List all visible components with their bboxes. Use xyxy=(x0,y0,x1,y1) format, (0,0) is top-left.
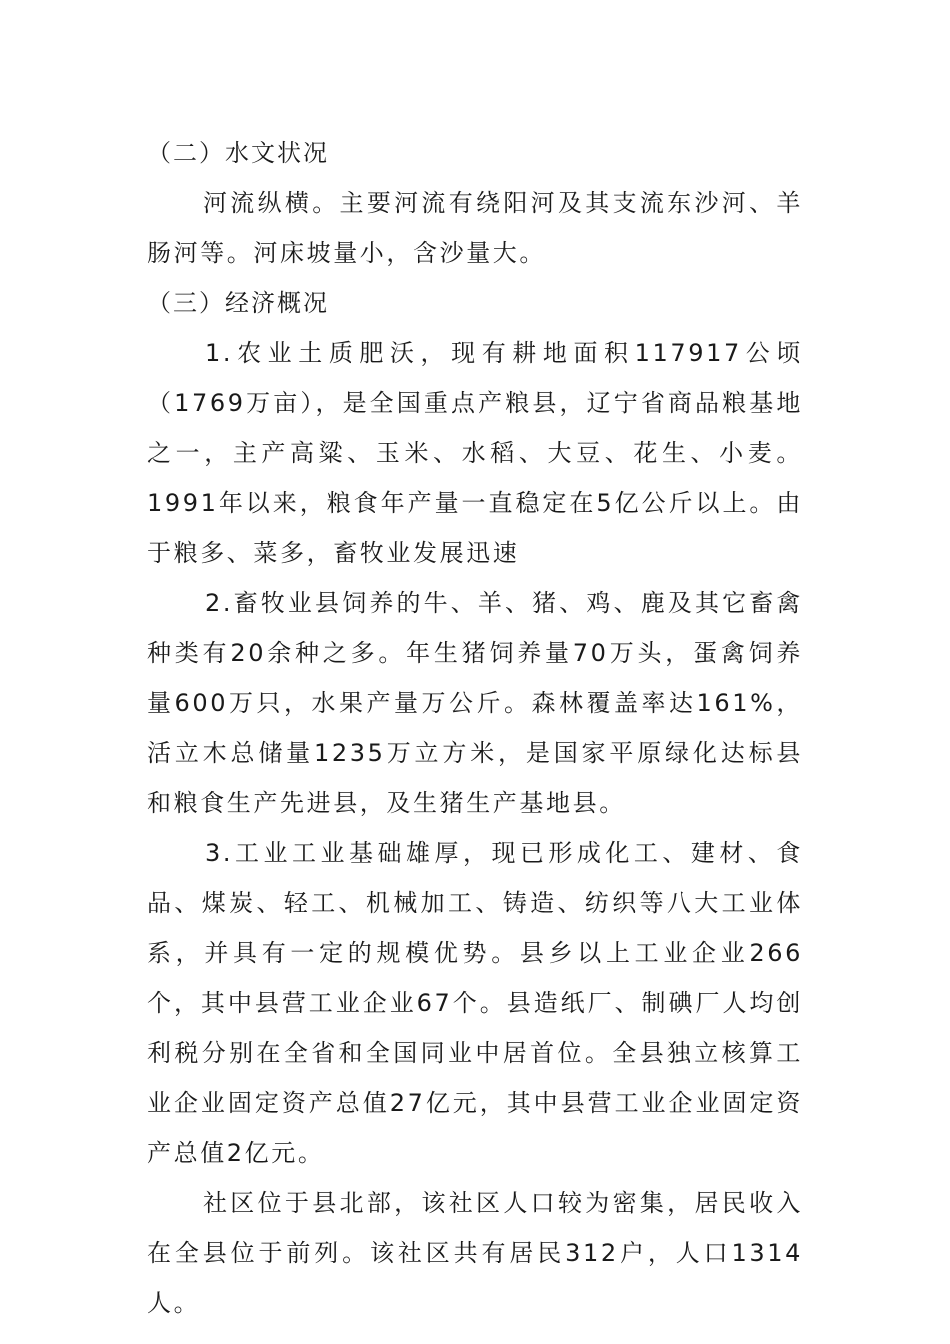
paragraph-industry: 3.工业工业基础雄厚，现已形成化工、建材、食品、煤炭、轻工、机械加工、铸造、纺织等八大工业体系，并具有一定的规模优势。县乡以上工业企业266个，其中县营工业企业67个。县造纸厂、制碘厂人均创利税分别在全省和全国同业中居首位。全县独立核算工业企业固定资产总值27亿元，其中县营工业企业固定资产总值2亿元。 xyxy=(147,839,803,1167)
paragraph-community: 社区位于县北部，该社区人口较为密集，居民收入在全县位于前列。该社区共有居民312户，人口1314人。 xyxy=(147,1189,803,1317)
paragraph-livestock: 2.畜牧业县饲养的牛、羊、猪、鸡、鹿及其它畜禽种类有20余种之多。年生猪饲养量70万头，蛋禽饲养量600万只，水果产量万公斤。森林覆盖率达161%，活立木总储量1235万立方米，是国家平原绿化达标县和粮食生产先进县，及生猪生产基地县。 xyxy=(147,589,803,817)
document-body xyxy=(147,128,803,1328)
section-heading-economy: （三）经济概况 xyxy=(147,289,329,317)
section-heading-hydrology: （二）水文状况 xyxy=(147,139,329,167)
paragraph-agriculture: 1.农业土质肥沃，现有耕地面积117917公顷（1769万亩），是全国重点产粮县，辽宁省商品粮基地之一，主产高粱、玉米、水稻、大豆、花生、小麦。1991年以来，粮食年产量一直稳定在5亿公斤以上。由于粮多、菜多，畜牧业发展迅速 xyxy=(147,339,803,567)
paragraph-hydrology: 河流纵横。主要河流有绕阳河及其支流东沙河、羊肠河等。河床坡量小，含沙量大。 xyxy=(147,189,803,267)
